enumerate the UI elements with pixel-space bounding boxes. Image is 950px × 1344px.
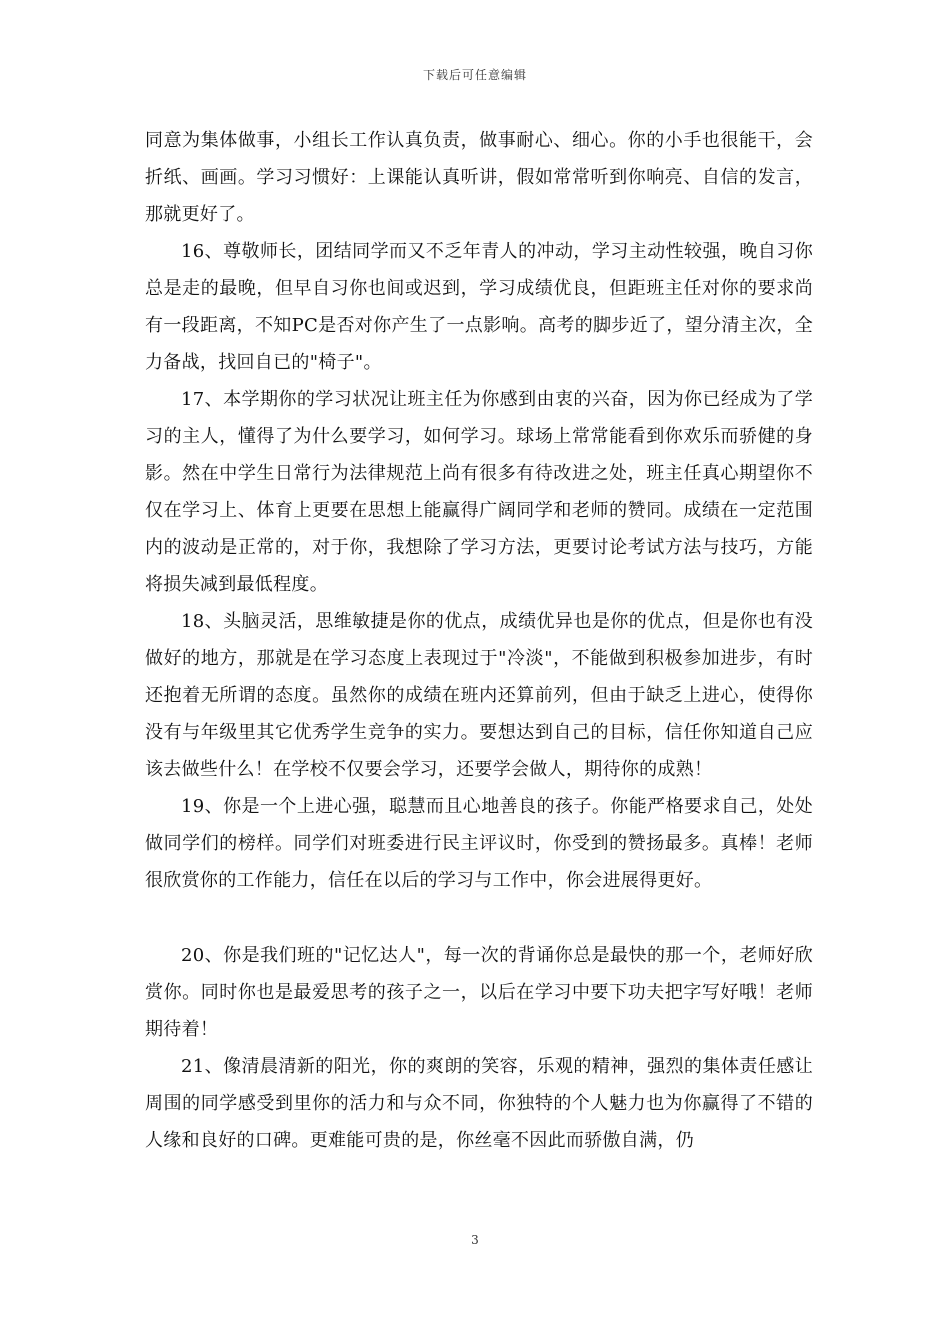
- paragraph-16: 16、尊敬师长，团结同学而又不乏年青人的冲动，学习主动性较强，晚自习你总是走的最晚，但早自习你也间或迟到，学习成绩优良，但距班主任对你的要求尚有一段距离，不知PC是否对你产生了一点影响。高考的脚步近了，望分清主次，全力备战，找回自已的"椅子"。: [145, 241, 813, 373]
- paragraph-21: 21、像清晨清新的阳光，你的爽朗的笑容，乐观的精神，强烈的集体责任感让周围的同学感受到里你的活力和与众不同，你独特的个人魅力也为你赢得了不错的人缘和良好的口碑。更难能可贵的是，你丝毫不因此而骄傲自满，仍: [145, 1056, 813, 1151]
- paragraph-20: 20、你是我们班的"记忆达人"，每一次的背诵你总是最快的那一个，老师好欣赏你。同时你也是最爱思考的孩子之一，以后在学习中要下功夫把字写好哦！老师期待着！: [145, 945, 813, 1040]
- document-body: [145, 122, 813, 1159]
- blank-line: [145, 899, 813, 937]
- paragraph-18: 18、头脑灵活，思维敏捷是你的优点，成绩优异也是你的优点，但是你也有没做好的地方，那就是在学习态度上表现过于"冷淡"，不能做到积极参加进步，有时还抱着无所谓的态度。虽然你的成绩在班内还算前列，但由于缺乏上进心，使得你没有与年级里其它优秀学生竞争的实力。要想达到自己的目标，信任你知道自己应该去做些什么！在学校不仅要会学习，还要学会做人，期待你的成熟！: [145, 611, 813, 780]
- paragraph-17: 17、本学期你的学习状况让班主任为你感到由衷的兴奋，因为你已经成为了学习的主人，懂得了为什么要学习，如何学习。球场上常常能看到你欢乐而骄健的身影。然在中学生日常行为法律规范上尚有很多有待改进之处，班主任真心期望你不仅在学习上、体育上更要在思想上能赢得广阔同学和老师的赞同。成绩在一定范围内的波动是正常的，对于你，我想除了学习方法，更要讨论考试方法与技巧，方能将损失减到最低程度。: [145, 389, 813, 595]
- paragraph-continuation: 同意为集体做事，小组长工作认真负责，做事耐心、细心。你的小手也很能干，会折纸、画画。学习习惯好：上课能认真听讲，假如常常听到你响亮、自信的发言，那就更好了。: [145, 130, 813, 225]
- page-number: 3: [471, 1233, 479, 1247]
- page-header: 下载后可任意编辑: [422, 68, 527, 82]
- paragraph-19: 19、你是一个上进心强，聪慧而且心地善良的孩子。你能严格要求自己，处处做同学们的榜样。同学们对班委进行民主评议时，你受到的赞扬最多。真棒！老师很欣赏你的工作能力，信任在以后的学习与工作中，你会进展得更好。: [145, 796, 813, 891]
